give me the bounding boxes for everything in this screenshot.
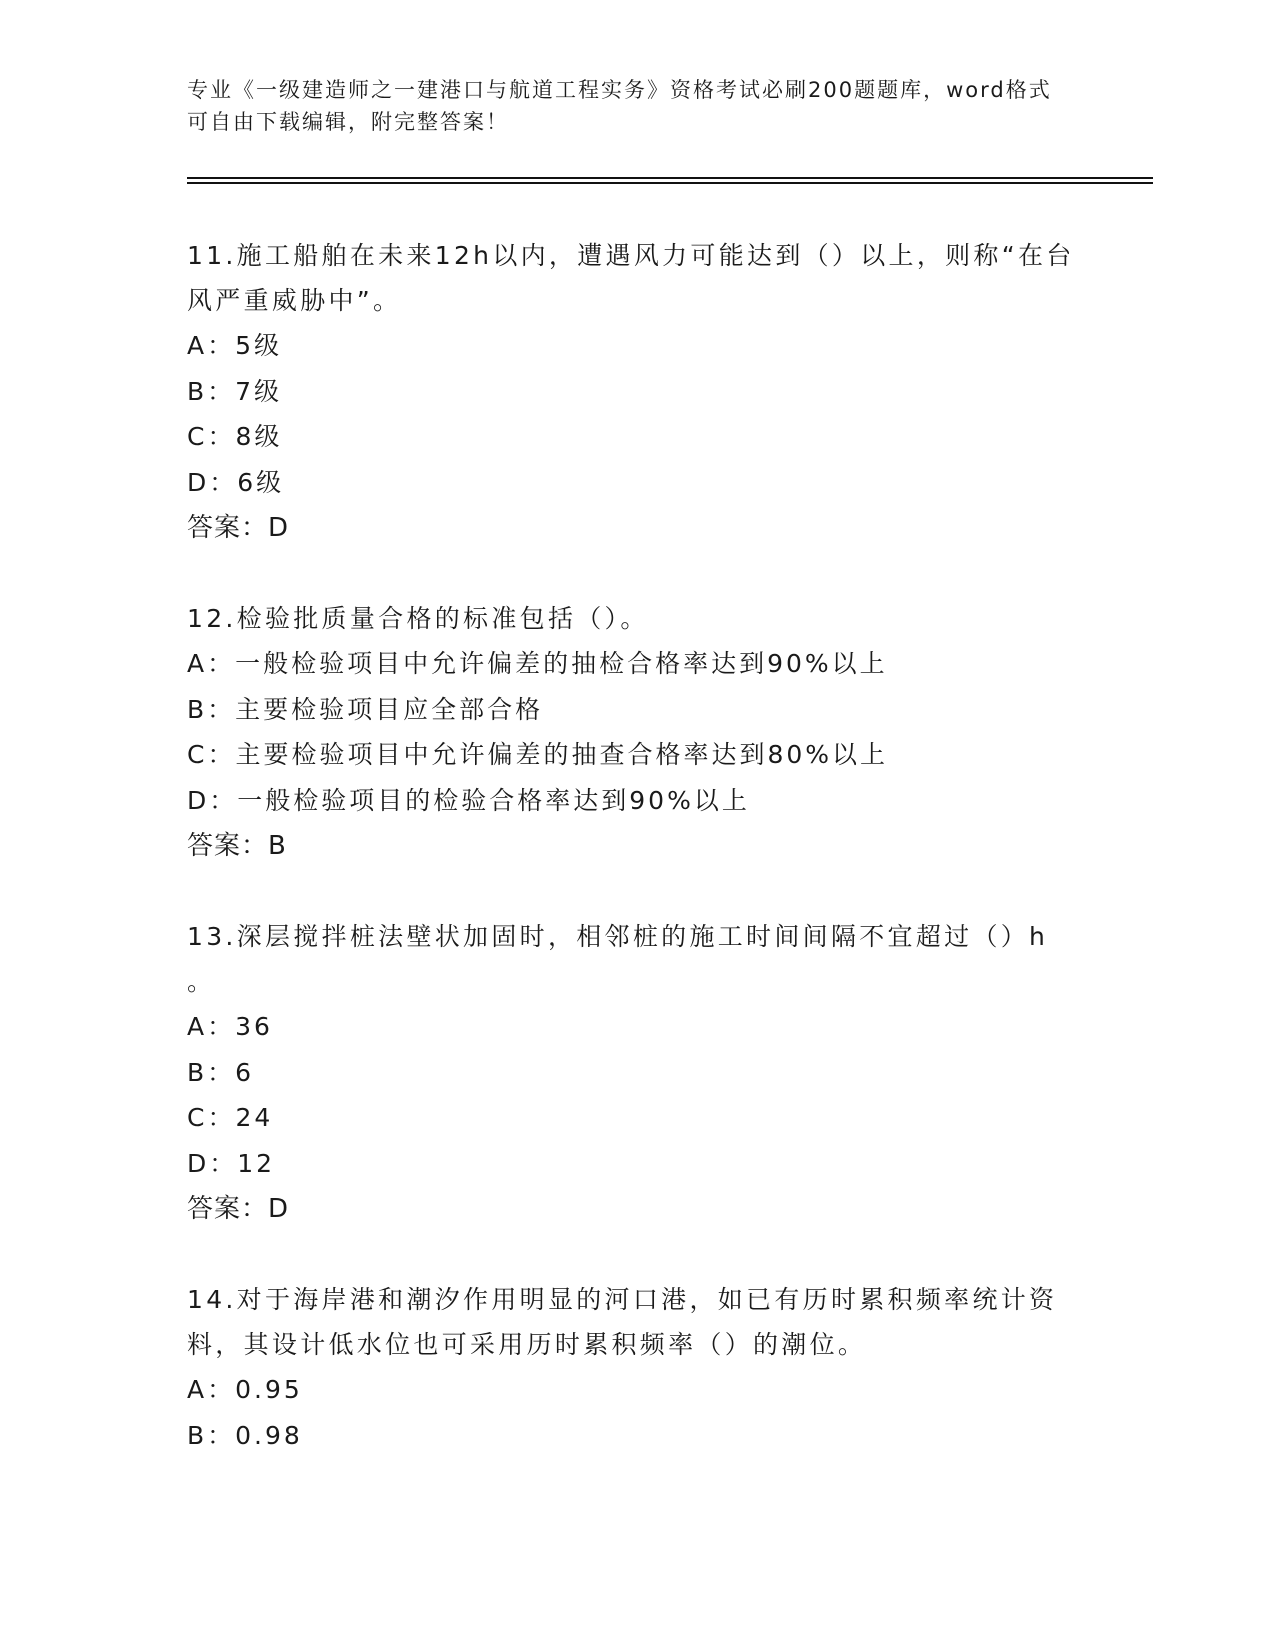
answer-line: 答案：B [187,831,287,861]
option-b: B：主要检验项目应全部合格 [187,694,544,724]
option-d: D：12 [187,1148,276,1178]
option-b: B：6 [187,1057,255,1087]
header-divider-bottom [187,182,1153,184]
answer-line: 答案：D [187,513,290,543]
question-11 [187,233,1087,551]
option-c: C：24 [187,1103,274,1132]
question-stem: 11.施工船舶在未来12h以内，遭遇风力可能达到（）以上，则称“在台风严重威胁中”。 [187,241,1075,315]
question-stem: 14.对于海岸港和潮汐作用明显的河口港，如已有历时累积频率统计资料，其设计低水位也可采用历时累积频率（）的潮位。 [187,1285,1058,1359]
option-a: A：5级 [187,331,283,360]
option-d: D：6级 [187,467,285,497]
option-a: A：36 [187,1012,273,1041]
question-stem: 12.检验批质量合格的标准包括（）。 [187,604,649,633]
question-stem: 13.深层搅拌桩法壁状加固时，相邻桩的施工时间间隔不宜超过（）h 。 [187,922,1049,996]
question-list [187,233,1087,1503]
option-d: D：一般检验项目的检验合格率达到90%以上 [187,785,750,815]
option-b: B：0.98 [187,1420,303,1450]
answer-line: 答案：D [187,1194,290,1224]
option-c: C：8级 [187,422,283,451]
option-a: A：一般检验项目中允许偏差的抽检合格率达到90%以上 [187,649,888,678]
header-divider-top [187,177,1153,179]
option-a: A：0.95 [187,1375,303,1404]
document-header: 专业《一级建造师之一建港口与航道工程实务》资格考试必刷200题题库，word格式可自由下载编辑，附完整答案！ [187,78,1052,134]
option-c: C：主要检验项目中允许偏差的抽查合格率达到80%以上 [187,740,889,769]
question-13 [187,914,1087,1232]
option-b: B：7级 [187,376,283,406]
question-12 [187,596,1087,869]
question-14 [187,1277,1087,1458]
